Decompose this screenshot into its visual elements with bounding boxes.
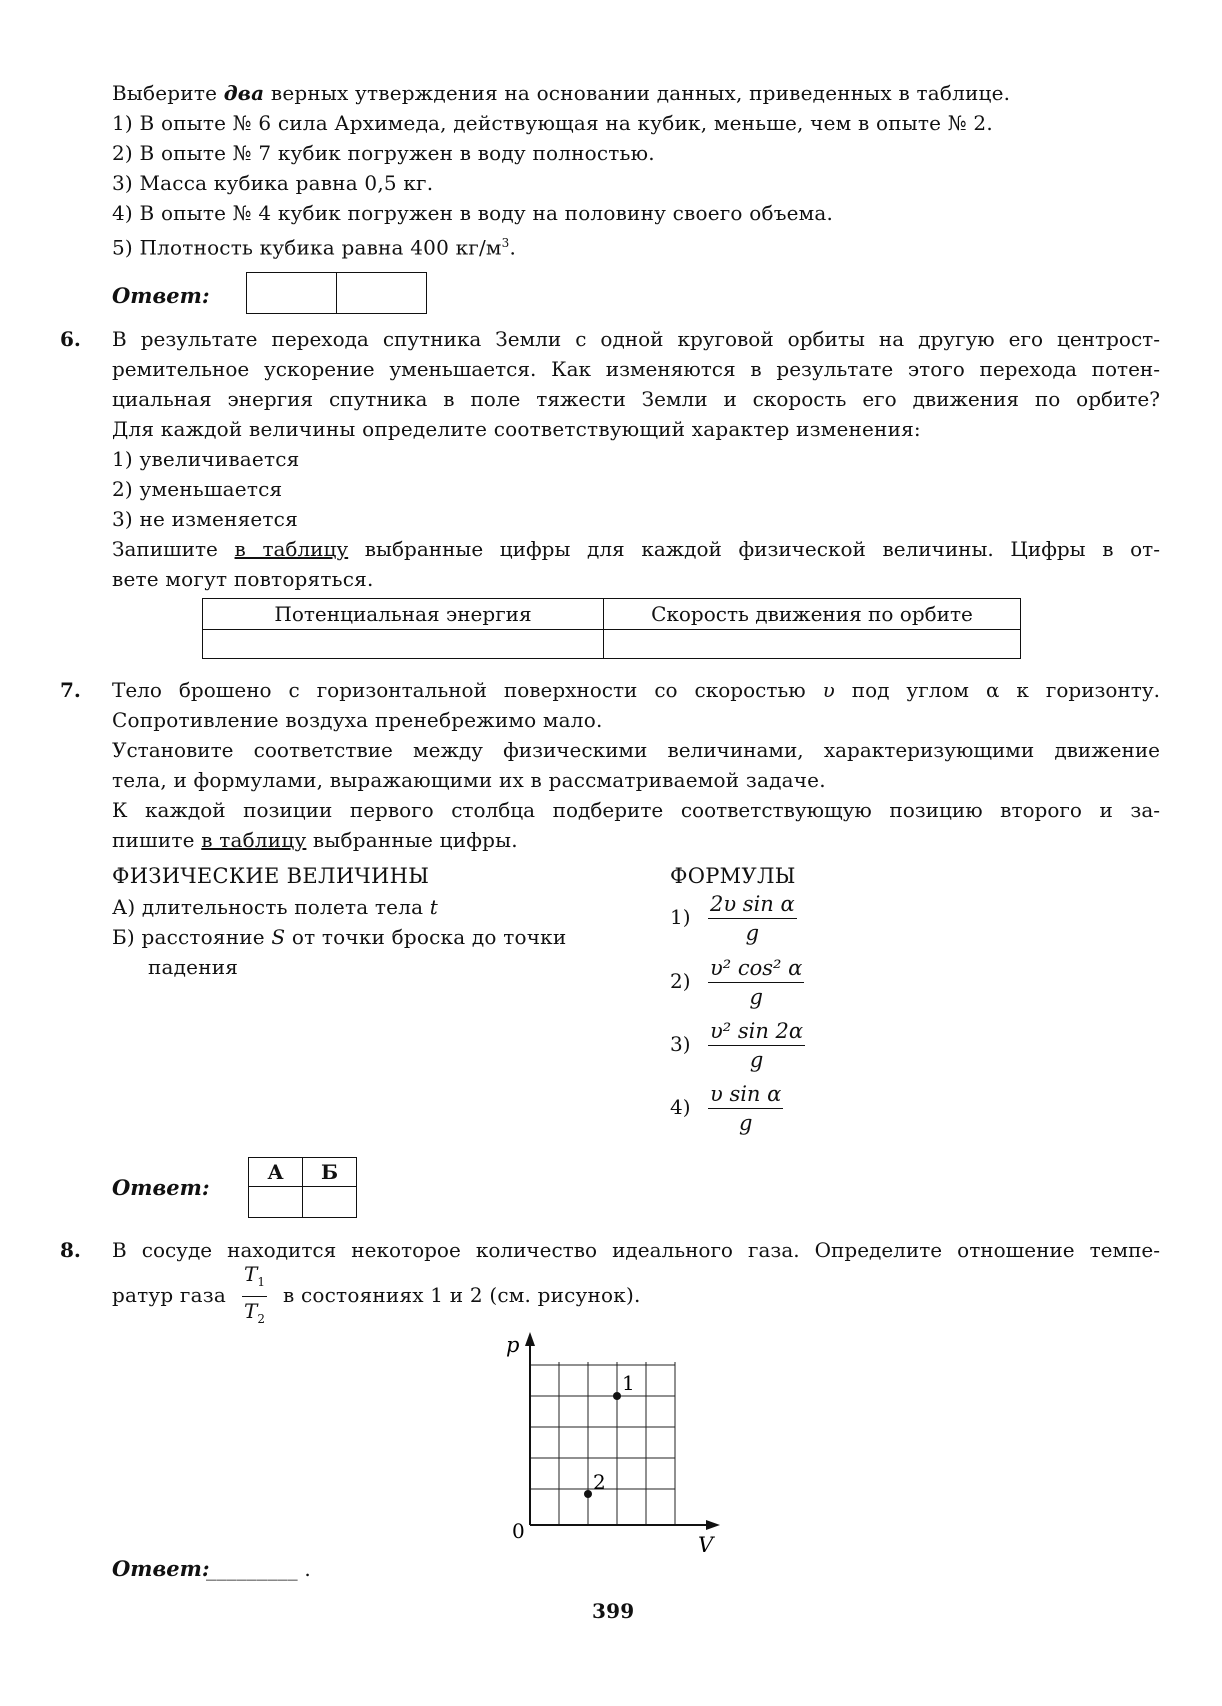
formula-3	[708, 1019, 805, 1072]
q7-answer-label: Ответ:	[112, 1175, 210, 1200]
q5-option-5: 5) Плотность кубика равна 400 $кг/м^3$.	[112, 235, 517, 260]
pv-graph-x-label: V	[698, 1533, 714, 1557]
q7-answer-table	[248, 1157, 357, 1218]
q7-col1-header: ФИЗИЧЕСКИЕ ВЕЛИЧИНЫ	[112, 864, 430, 888]
q8-answer-blank[interactable]: _________ .	[206, 1557, 311, 1581]
formula-2-numerator: υ² cos² α	[708, 956, 804, 983]
formula-1-denominator: g	[745, 921, 760, 945]
q7-answer-cell-b[interactable]	[303, 1187, 357, 1218]
formula-2	[708, 956, 804, 1009]
q7-answer-header-b: Б	[303, 1158, 357, 1187]
q6-line-2: ремительное ускорение уменьшается. Как изменяются в результате этого перехода потен-	[112, 357, 1160, 381]
pv-graph-point-2-label: 2	[593, 1470, 606, 1494]
formula-4-numerator: υ sin α	[708, 1082, 783, 1109]
q5-option-3: 3) Масса кубика равна 0,5 кг.	[112, 171, 434, 195]
pv-graph-y-label: p	[506, 1333, 520, 1357]
q6-option-2: 2) уменьшается	[112, 477, 283, 501]
formula-4-denominator: g	[738, 1111, 753, 1135]
q6-line-3: циальная энергия спутника в поле тяжести Земли и скорость его движения по орбите?	[112, 387, 1160, 411]
q7-answer-cell-a[interactable]	[249, 1187, 303, 1218]
formula-1-number: 1)	[670, 905, 691, 929]
formula-3-number: 3)	[670, 1032, 691, 1056]
q8-line-2b: в состояниях 1 и 2 (см. рисунок).	[283, 1283, 641, 1307]
q5-answer-cell-2[interactable]	[337, 273, 427, 314]
q5-intro: Выберите два верных утверждения на основании данных, приведенных в таблице.	[112, 81, 1011, 105]
q6-write-instruction: Запишите в таблицу выбранные цифры для каждой физической величины. Цифры в от-	[112, 537, 1160, 561]
q6-line-1: В результате перехода спутника Земли с одной круговой орбиты на другую его центрост-	[112, 327, 1160, 351]
formula-4-number: 4)	[670, 1095, 691, 1119]
q6-option-3: 3) не изменяется	[112, 507, 298, 531]
pv-graph-origin-label: 0	[512, 1519, 525, 1543]
pv-graph	[500, 1330, 760, 1580]
q7-line-1: Тело брошено с горизонтальной поверхности со скоростью υ под углом α к горизонту.	[112, 678, 1160, 702]
formula-1-numerator: 2υ sin α	[708, 892, 797, 919]
q6-number: 6.	[60, 327, 81, 351]
q7-answer-header-a: А	[249, 1158, 303, 1187]
q5-answer-label: Ответ:	[112, 283, 210, 308]
q6-line-4: Для каждой величины определите соответствующий характер изменения:	[112, 417, 921, 441]
pv-graph-grid	[530, 1362, 675, 1525]
q6-option-1: 1) увеличивается	[112, 447, 300, 471]
q6-answer-table	[202, 598, 1021, 659]
q8-number: 8.	[60, 1238, 81, 1262]
pv-graph-point-1	[613, 1392, 621, 1400]
page-number: 399	[592, 1599, 635, 1623]
formula-2-denominator: g	[749, 985, 763, 1009]
formula-2-number: 2)	[670, 969, 691, 993]
pv-graph-point-2	[584, 1490, 592, 1498]
q6-answer-cell-1[interactable]	[203, 630, 604, 659]
q7-item-b-cont: падения	[148, 955, 239, 979]
q5-option-4: 4) В опыте № 4 кубик погружен в воду на половину своего объема.	[112, 201, 834, 225]
q6-write-instruction-2: вете могут повторяться.	[112, 567, 374, 591]
q6-header-potential-energy: Потенциальная энергия	[203, 599, 604, 630]
q8-temperature-ratio: $\frac{T_1}{T_2}$	[244, 1262, 265, 1326]
q8-answer-label: Ответ:	[112, 1556, 210, 1581]
q8-line-1: В сосуде находится некоторое количество идеального газа. Определите отношение темпе-	[112, 1238, 1160, 1262]
q7-line-4: тела, и формулами, выражающими их в рассматриваемой задаче.	[112, 768, 826, 792]
formula-4	[708, 1082, 783, 1135]
q5-option-2: 2) В опыте № 7 кубик погружен в воду полностью.	[112, 141, 655, 165]
q8-line-2a: ратур газа	[112, 1283, 226, 1307]
q7-line-3: Установите соответствие между физическими величинами, характеризующими движение	[112, 738, 1160, 762]
q5-answer-cell-1[interactable]	[247, 273, 337, 314]
q7-number: 7.	[60, 678, 81, 702]
q7-line-6: пишите в таблицу выбранные цифры.	[112, 828, 518, 852]
q5-answer-boxes[interactable]	[246, 272, 427, 314]
formula-3-numerator: υ² sin 2α	[708, 1019, 805, 1046]
q7-line-5: К каждой позиции первого столбца подберите соответствующую позицию второго и за-	[112, 798, 1160, 822]
q5-option-1: 1) В опыте № 6 сила Архимеда, действующая на кубик, меньше, чем в опыте № 2.	[112, 111, 993, 135]
q7-item-b: Б) расстояние S от точки броска до точки	[112, 925, 567, 949]
formula-1	[708, 892, 797, 945]
pv-graph-axes	[525, 1332, 720, 1530]
q7-item-a: А) длительность полета тела t	[112, 895, 439, 919]
formula-3-denominator: g	[749, 1048, 764, 1072]
q6-answer-cell-2[interactable]	[604, 630, 1021, 659]
pv-graph-point-1-label: 1	[622, 1371, 635, 1395]
q7-col2-header: ФОРМУЛЫ	[670, 864, 796, 888]
q6-header-orbit-speed: Скорость движения по орбите	[604, 599, 1021, 630]
q7-line-2: Сопротивление воздуха пренебрежимо мало.	[112, 708, 603, 732]
